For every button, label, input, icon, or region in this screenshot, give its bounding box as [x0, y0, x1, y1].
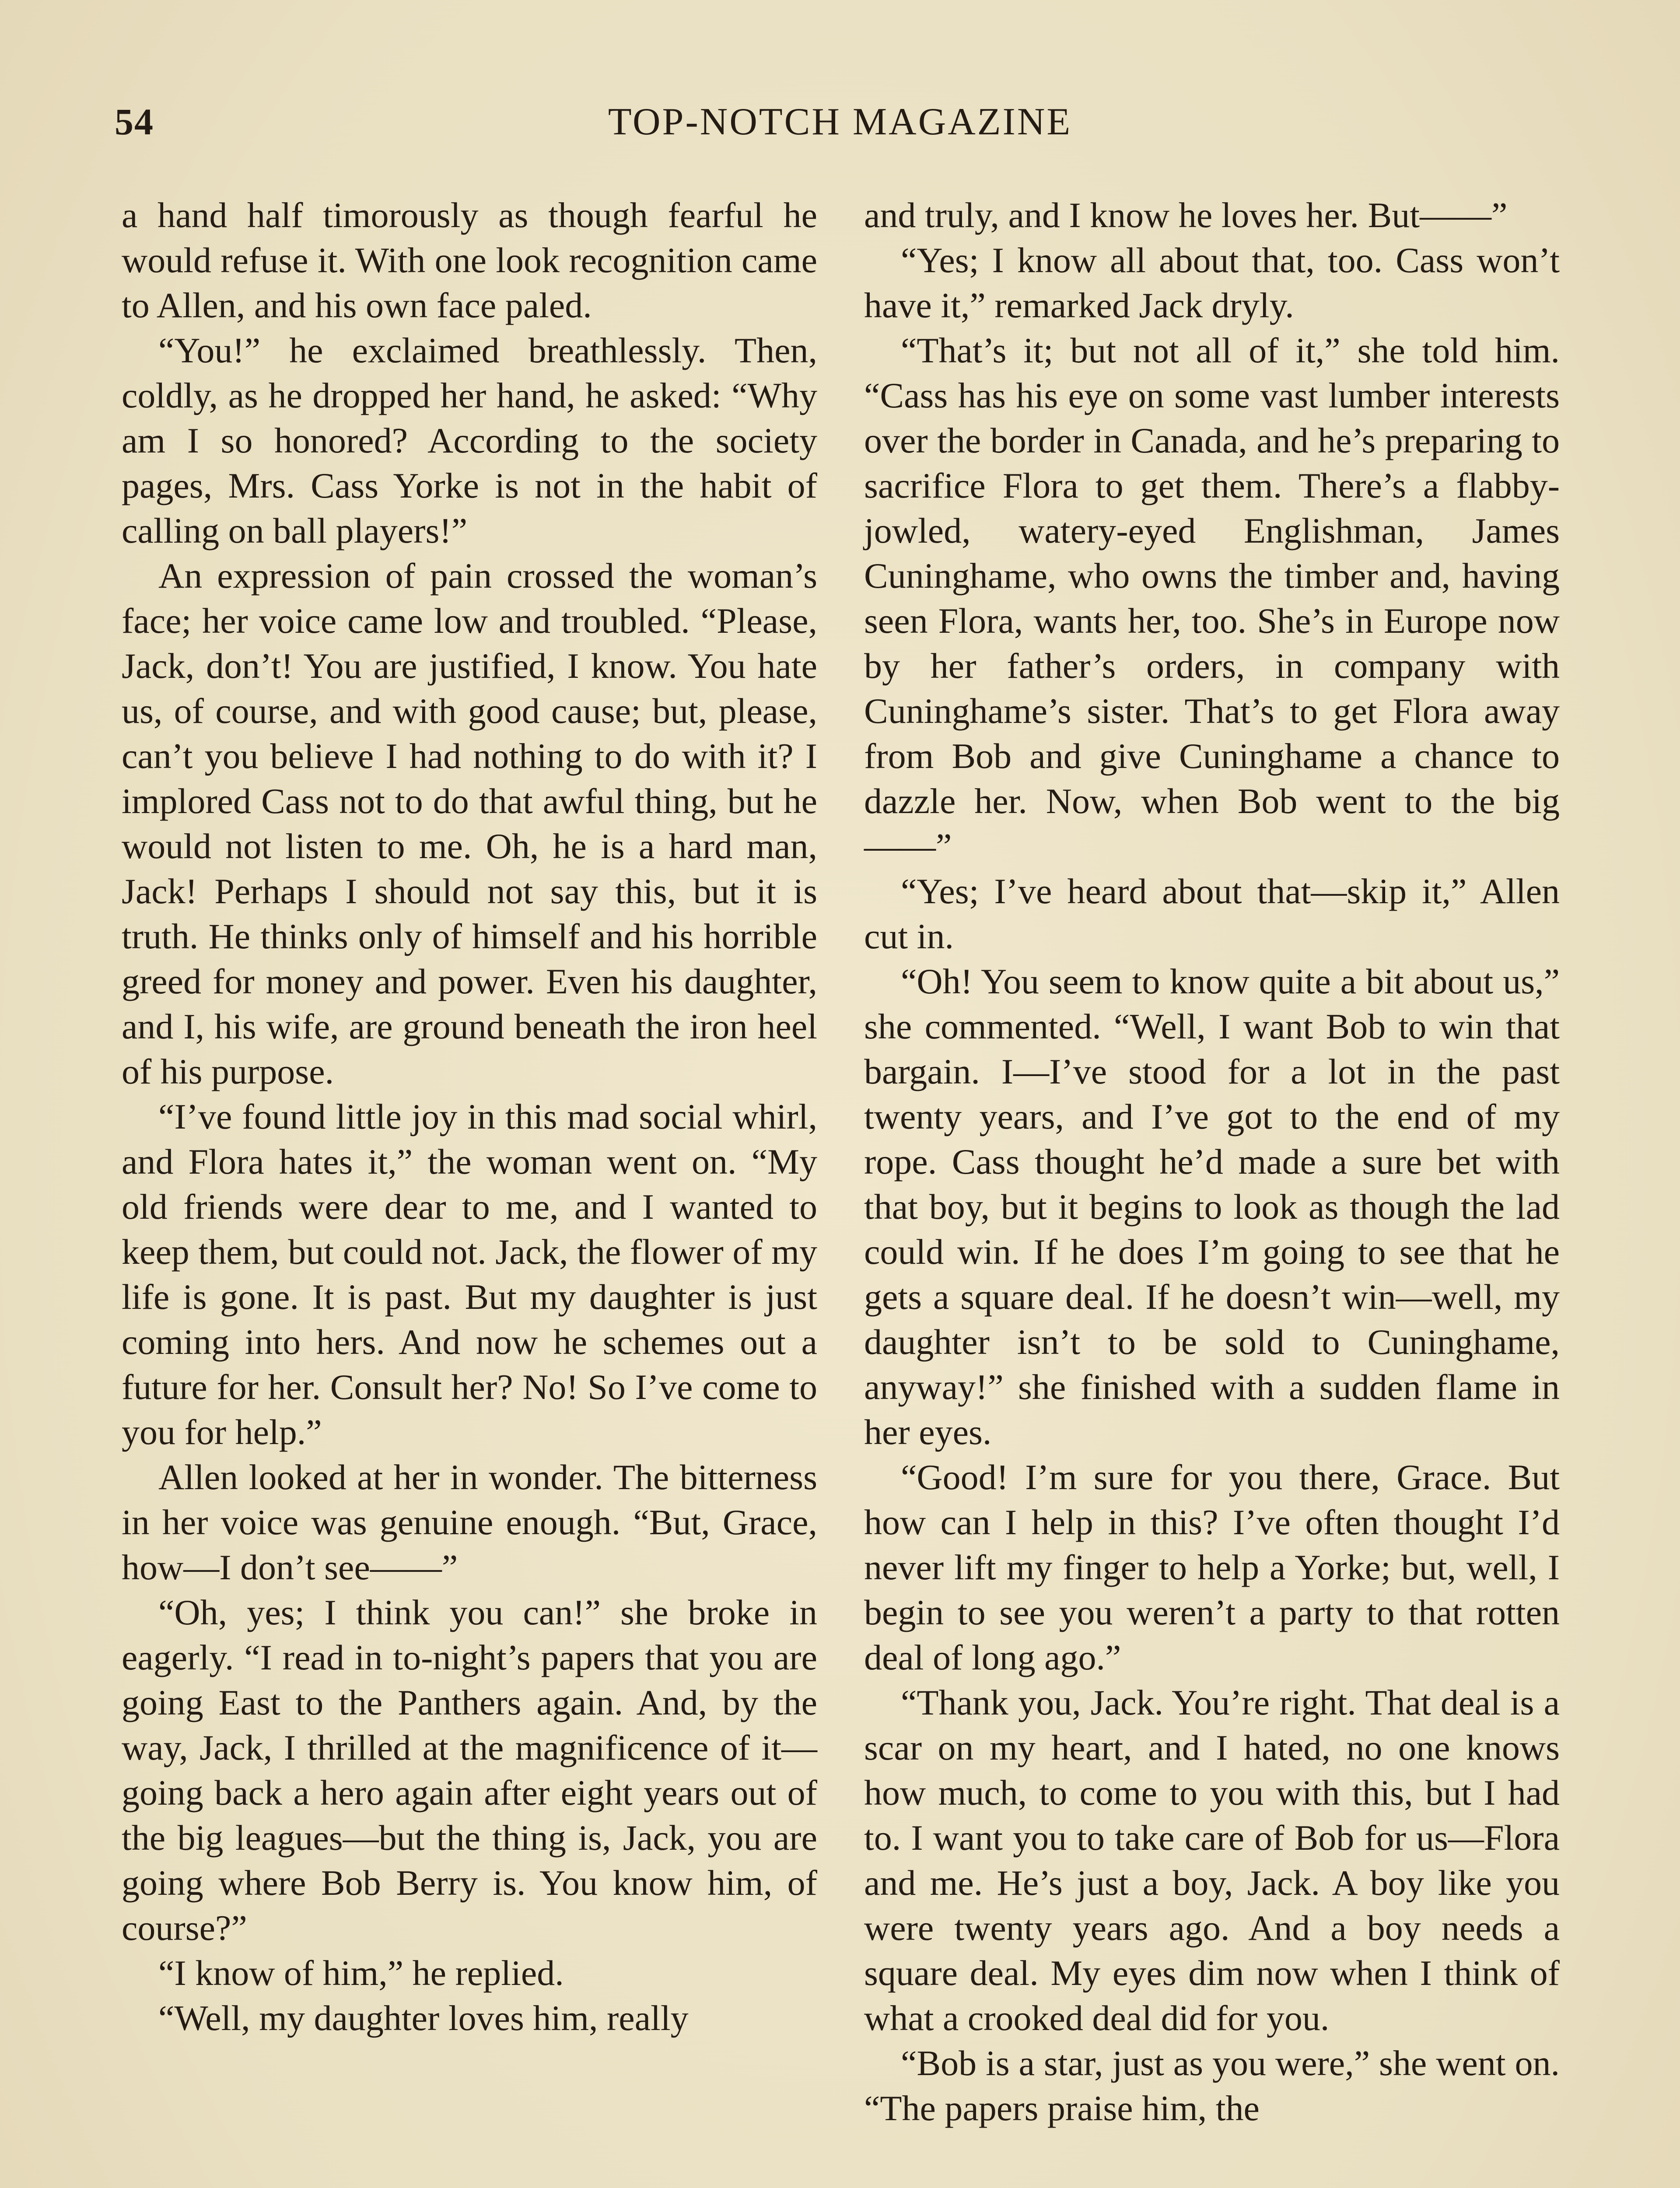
paragraph: “Yes; I know all about that, too. Cass won’t have it,” remarked Jack dryly.	[864, 240, 1560, 325]
paragraph: “Oh, yes; I think you can!” she broke in eagerly. “I read in to-night’s papers that you are going East to the Panthers again. And, by the way, Jack, I thrilled at the magnificence of it—going back a hero again after eight years out of the big leagues—but the thing is, Jack, you are going where Bob Berry is. You know him, of course?”	[122, 1592, 817, 1948]
paragraph: “Thank you, Jack. You’re right. That deal is a scar on my heart, and I hated, no one knows how much, to come to you with this, but I had to. I want you to take care of Bob for us—Flora and me. He’s just a boy, Jack. A boy like you were twenty years ago. And a boy needs a square deal. My eyes dim now when I think of what a crooked deal did for you.	[864, 1683, 1560, 2038]
page-number: 54	[115, 101, 154, 143]
paragraph: “Well, my daughter loves him, really	[158, 1998, 689, 2038]
paragraph: Allen looked at her in wonder. The bitterness in her voice was genuine enough. “But, Grace, how—I don’t see——”	[122, 1457, 817, 1587]
page-header	[115, 100, 1565, 165]
paragraph: An expression of pain crossed the woman’s face; her voice came low and troubled. “Please, Jack, don’t! You are justified, I know. You hate us, of course, and with good cause; but, please, can’t you believe I had nothing to do with it? I implored Cass not to do that awful thing, but he would not listen to me. Oh, he is a hard man, Jack! Perhaps I should not say this, but it is truth. He thinks only of himself and his horrible greed for money and power. Even his daughter, and I, his wife, are ground beneath the iron heel of his purpose.	[122, 556, 817, 1091]
paragraph: “That’s it; but not all of it,” she told him. “Cass has his eye on some vast lumber interests over the border in Canada, and he’s preparing to sacrifice Flora to get them. There’s a flabby-jowled, watery-eyed Englishman, James Cuninghame, who owns the timber and, having seen Flora, wants her, too. She’s in Europe now by her father’s orders, in company with Cuninghame’s sister. That’s to get Flora away from Bob and give Cuninghame a chance to dazzle her. Now, when Bob went to the big——”	[864, 330, 1560, 866]
paragraph: “I know of him,” he replied.	[158, 1953, 564, 1993]
right-column	[864, 193, 1560, 2131]
paragraph: “I’ve found little joy in this mad social whirl, and Flora hates it,” the woman went on. “My old friends were dear to me, and I wanted to keep them, but could not. Jack, the flower of my life is gone. It is past. But my daughter is just coming into hers. And now he schemes out a future for her. Consult her? No! So I’ve come to you for help.”	[122, 1097, 817, 1452]
running-title: TOP-NOTCH MAGAZINE	[608, 101, 1072, 143]
paragraph: “Oh! You seem to know quite a bit about us,” she commented. “Well, I want Bob to win that bargain. I—I’ve stood for a lot in the past twenty years, and I’ve got to the end of my rope. Cass thought he’d made a sure bet with that boy, but it begins to look as though the lad could win. If he does I’m going to see that he gets a square deal. If he doesn’t win—well, my daughter isn’t to be sold to Cuninghame, anyway!” she finished with a sudden flame in her eyes.	[864, 961, 1560, 1452]
paragraph: a hand half timorously as though fearful he would refuse it. With one look recognition came to Allen, and his own face paled.	[122, 195, 817, 325]
paragraph: and truly, and I know he loves her. But——”	[864, 195, 1508, 235]
paragraph: “You!” he exclaimed breathlessly. Then, coldly, as he dropped her hand, he asked: “Why am I so honored? According to the society pages, Mrs. Cass Yorke is not in the habit of calling on ball players!”	[122, 330, 817, 551]
paragraph: “Good! I’m sure for you there, Grace. But how can I help in this? I’ve often thought I’d never lift my finger to help a Yorke; but, well, I begin to see you weren’t a party to that rotten deal of long ago.”	[864, 1457, 1560, 1677]
paragraph: “Yes; I’ve heard about that—skip it,” Allen cut in.	[864, 871, 1560, 956]
left-column	[122, 193, 817, 2041]
paragraph: “Bob is a star, just as you were,” she went on. “The papers praise him, the	[864, 2043, 1560, 2128]
